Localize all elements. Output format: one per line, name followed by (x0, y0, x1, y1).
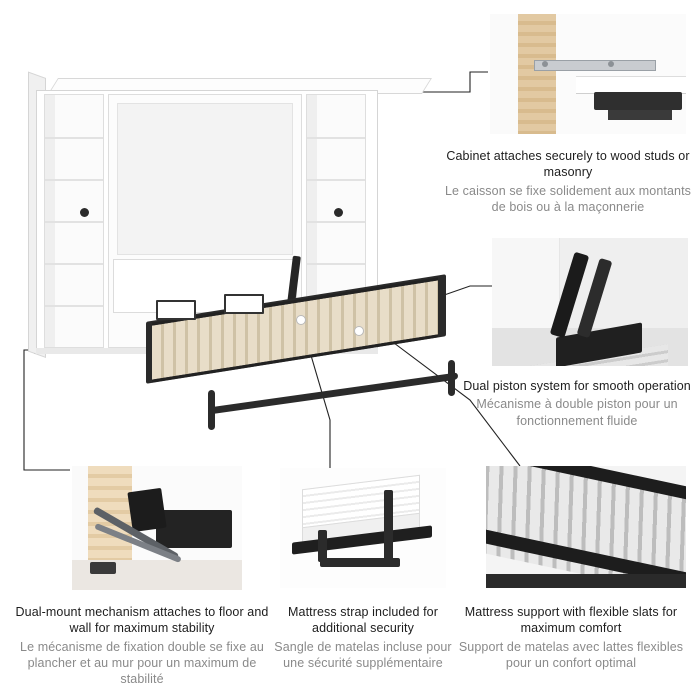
callout-dual-mount (14, 604, 270, 687)
product-illustration (28, 60, 498, 420)
strap-bracket-right (224, 294, 264, 314)
support-leg-right (448, 360, 455, 396)
callout-title-en: Dual piston system for smooth operation (463, 379, 691, 393)
callout-title-en: Mattress strap included for additional security (288, 605, 438, 636)
callout-title-en: Dual-mount mechanism attaches to floor and wall for maximum stability (15, 605, 269, 636)
screw-icon (608, 61, 614, 67)
callout-title-fr: Le mécanisme de fixation double se fixe au plancher et au mur pour un maximum de stabilité (20, 639, 264, 686)
metal-bracket (534, 60, 656, 71)
support-leg-left (208, 390, 215, 430)
wall-bracket-photo (490, 14, 686, 134)
callout-dual-piston (460, 378, 694, 429)
callout-mattress-support (452, 604, 690, 671)
mattress-strap (320, 558, 400, 567)
slat-marker-dot (354, 326, 364, 336)
strap-bracket-left (156, 300, 196, 320)
callout-title-en: Cabinet attaches securely to wood studs or masonry (446, 149, 690, 180)
floor-foot (90, 562, 116, 574)
mattress-strap (384, 490, 393, 564)
left-knob-icon (80, 208, 89, 217)
callout-title-fr: Mécanisme à double piston pour un fonctionnement fluide (476, 397, 678, 428)
callout-title-fr: Sangle de matelas incluse pour une sécurité supplémentaire (274, 639, 452, 670)
slat-support-photo (486, 466, 686, 588)
left-shelf-column (44, 94, 104, 348)
mount-body (156, 510, 232, 548)
mattress-strap-photo (280, 468, 446, 588)
callout-cabinet-attach (442, 148, 694, 215)
floor-mount-photo (72, 466, 242, 590)
support-leg-bar (208, 372, 458, 414)
slat-marker-dot (296, 315, 306, 325)
callout-mattress-strap (270, 604, 456, 671)
wood-stud-texture (518, 14, 556, 134)
piston-photo (492, 238, 688, 366)
mount-head (127, 488, 166, 532)
right-knob-icon (334, 208, 343, 217)
screw-icon (542, 61, 548, 67)
callout-title-en: Mattress support with flexible slats for maximum comfort (464, 605, 678, 636)
callout-title-fr: Le caisson se fixe solidement aux montants de bois ou à la maçonnerie (445, 183, 691, 214)
callout-title-fr: Support de matelas avec lattes flexibles pour un confort optimal (458, 639, 684, 670)
bed-recess (117, 103, 293, 255)
